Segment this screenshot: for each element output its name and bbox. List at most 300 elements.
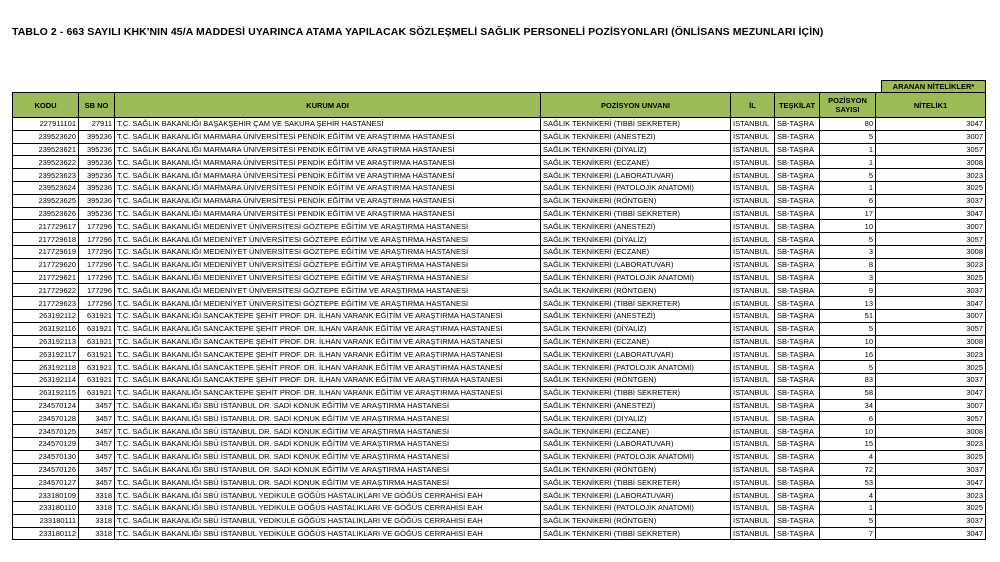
table-body bbox=[13, 118, 986, 540]
cell-pozisyon-sayisi: 10 bbox=[820, 425, 876, 438]
header-kurum-adi: KURUM ADI bbox=[115, 93, 541, 118]
cell-teskilat: SB-TAŞRA bbox=[775, 514, 820, 527]
cell-pozisyon-unvani: SAĞLIK TEKNİKERİ (TIBBİ SEKRETER) bbox=[541, 527, 731, 540]
cell-kurum-adi: T.C. SAĞLIK BAKANLIĞI MARMARA ÜNİVERSİTESİ PENDİK EĞİTİM VE ARAŞTIRMA HASTANESİ bbox=[115, 181, 541, 194]
cell-kurum-adi: T.C. SAĞLIK BAKANLIĞI SBÜ İSTANBUL YEDİKULE GÖĞÜS HASTALIKLARI VE GÖĞÜS CERRAHİSİ EAH bbox=[115, 489, 541, 502]
table-row bbox=[13, 412, 986, 425]
cell-il: İSTANBUL bbox=[731, 271, 775, 284]
cell-kodu: 263192117 bbox=[13, 348, 79, 361]
cell-nitelik1: 3008 bbox=[876, 335, 986, 348]
cell-sb-no: 395236 bbox=[79, 143, 115, 156]
cell-sb-no: 395236 bbox=[79, 181, 115, 194]
table-row bbox=[13, 156, 986, 169]
cell-nitelik1: 3025 bbox=[876, 501, 986, 514]
cell-teskilat: SB-TAŞRA bbox=[775, 437, 820, 450]
table-row bbox=[13, 233, 986, 246]
cell-il: İSTANBUL bbox=[731, 118, 775, 131]
cell-teskilat: SB-TAŞRA bbox=[775, 271, 820, 284]
cell-kodu: 263192115 bbox=[13, 386, 79, 399]
cell-pozisyon-sayisi: 5 bbox=[820, 361, 876, 374]
cell-il: İSTANBUL bbox=[731, 284, 775, 297]
cell-kodu: 239523621 bbox=[13, 143, 79, 156]
cell-kodu: 234570126 bbox=[13, 463, 79, 476]
cell-pozisyon-sayisi: 72 bbox=[820, 463, 876, 476]
header-nitelik1: NİTELİK1 bbox=[876, 93, 986, 118]
table-row bbox=[13, 361, 986, 374]
cell-nitelik1: 3023 bbox=[876, 489, 986, 502]
cell-pozisyon-sayisi: 1 bbox=[820, 143, 876, 156]
cell-kodu: 217729622 bbox=[13, 284, 79, 297]
header-pozisyon-unvani: POZİSYON UNVANI bbox=[541, 93, 731, 118]
table-header-row bbox=[13, 93, 986, 118]
cell-sb-no: 631921 bbox=[79, 348, 115, 361]
cell-teskilat: SB-TAŞRA bbox=[775, 233, 820, 246]
cell-sb-no: 395236 bbox=[79, 207, 115, 220]
cell-pozisyon-sayisi: 6 bbox=[820, 194, 876, 207]
cell-il: İSTANBUL bbox=[731, 425, 775, 438]
cell-pozisyon-unvani: SAĞLIK TEKNİKERİ (LABORATUVAR) bbox=[541, 258, 731, 271]
cell-sb-no: 177296 bbox=[79, 258, 115, 271]
cell-nitelik1: 3057 bbox=[876, 143, 986, 156]
cell-kodu: 263192114 bbox=[13, 373, 79, 386]
cell-pozisyon-unvani: SAĞLIK TEKNİKERİ (ANESTEZİ) bbox=[541, 130, 731, 143]
cell-pozisyon-unvani: SAĞLIK TEKNİKERİ (TIBBİ SEKRETER) bbox=[541, 297, 731, 310]
cell-sb-no: 3457 bbox=[79, 412, 115, 425]
cell-pozisyon-sayisi: 10 bbox=[820, 220, 876, 233]
cell-kurum-adi: T.C. SAĞLIK BAKANLIĞI MARMARA ÜNİVERSİTESİ PENDİK EĞİTİM VE ARAŞTIRMA HASTANESİ bbox=[115, 130, 541, 143]
cell-pozisyon-sayisi: 1 bbox=[820, 181, 876, 194]
cell-teskilat: SB-TAŞRA bbox=[775, 399, 820, 412]
cell-pozisyon-sayisi: 7 bbox=[820, 527, 876, 540]
cell-teskilat: SB-TAŞRA bbox=[775, 476, 820, 489]
cell-sb-no: 631921 bbox=[79, 322, 115, 335]
cell-kodu: 234570129 bbox=[13, 437, 79, 450]
cell-teskilat: SB-TAŞRA bbox=[775, 361, 820, 374]
cell-kurum-adi: T.C. SAĞLIK BAKANLIĞI MEDENİYET ÜNİVERSİTESİ GÖZTEPE EĞİTİM VE ARAŞTIRMA HASTANESİ bbox=[115, 271, 541, 284]
cell-kodu: 234570125 bbox=[13, 425, 79, 438]
cell-kodu: 217729621 bbox=[13, 271, 79, 284]
cell-kurum-adi: T.C. SAĞLIK BAKANLIĞI SBÜ İSTANBUL DR. SADİ KONUK EĞİTİM VE ARAŞTIRMA HASTANESİ bbox=[115, 412, 541, 425]
cell-kodu: 217729623 bbox=[13, 297, 79, 310]
cell-teskilat: SB-TAŞRA bbox=[775, 220, 820, 233]
table-row bbox=[13, 118, 986, 131]
table-row bbox=[13, 220, 986, 233]
cell-pozisyon-unvani: SAĞLIK TEKNİKERİ (RÖNTGEN) bbox=[541, 373, 731, 386]
cell-teskilat: SB-TAŞRA bbox=[775, 463, 820, 476]
cell-teskilat: SB-TAŞRA bbox=[775, 450, 820, 463]
cell-teskilat: SB-TAŞRA bbox=[775, 386, 820, 399]
cell-nitelik1: 3037 bbox=[876, 463, 986, 476]
cell-pozisyon-sayisi: 5 bbox=[820, 169, 876, 182]
cell-pozisyon-sayisi: 51 bbox=[820, 309, 876, 322]
cell-pozisyon-sayisi: 15 bbox=[820, 437, 876, 450]
cell-il: İSTANBUL bbox=[731, 463, 775, 476]
cell-kodu: 234570127 bbox=[13, 476, 79, 489]
cell-pozisyon-unvani: SAĞLIK TEKNİKERİ (ECZANE) bbox=[541, 335, 731, 348]
cell-teskilat: SB-TAŞRA bbox=[775, 284, 820, 297]
cell-pozisyon-unvani: SAĞLIK TEKNİKERİ (LABORATUVAR) bbox=[541, 169, 731, 182]
cell-kurum-adi: T.C. SAĞLIK BAKANLIĞI SANCAKTEPE ŞEHİT PROF. DR. İLHAN VARANK EĞİTİM VE ARAŞTIRMA HASTANESİ bbox=[115, 309, 541, 322]
cell-kodu: 239523624 bbox=[13, 181, 79, 194]
table-row bbox=[13, 143, 986, 156]
table-row bbox=[13, 181, 986, 194]
cell-teskilat: SB-TAŞRA bbox=[775, 527, 820, 540]
table-row bbox=[13, 284, 986, 297]
cell-kurum-adi: T.C. SAĞLIK BAKANLIĞI SANCAKTEPE ŞEHİT PROF. DR. İLHAN VARANK EĞİTİM VE ARAŞTIRMA HASTANESİ bbox=[115, 348, 541, 361]
cell-nitelik1: 3047 bbox=[876, 207, 986, 220]
cell-pozisyon-sayisi: 5 bbox=[820, 514, 876, 527]
cell-kurum-adi: T.C. SAĞLIK BAKANLIĞI MEDENİYET ÜNİVERSİTESİ GÖZTEPE EĞİTİM VE ARAŞTIRMA HASTANESİ bbox=[115, 233, 541, 246]
cell-pozisyon-sayisi: 5 bbox=[820, 130, 876, 143]
cell-il: İSTANBUL bbox=[731, 220, 775, 233]
table-row bbox=[13, 501, 986, 514]
cell-pozisyon-unvani: SAĞLIK TEKNİKERİ (RÖNTGEN) bbox=[541, 194, 731, 207]
cell-il: İSTANBUL bbox=[731, 361, 775, 374]
cell-nitelik1: 3047 bbox=[876, 476, 986, 489]
cell-kurum-adi: T.C. SAĞLIK BAKANLIĞI SBÜ İSTANBUL YEDİKULE GÖĞÜS HASTALIKLARI VE GÖĞÜS CERRAHİSİ EAH bbox=[115, 527, 541, 540]
cell-il: İSTANBUL bbox=[731, 297, 775, 310]
header-sb-no: SB NO bbox=[79, 93, 115, 118]
cell-nitelik1: 3023 bbox=[876, 437, 986, 450]
cell-nitelik1: 3057 bbox=[876, 412, 986, 425]
table-row bbox=[13, 169, 986, 182]
cell-teskilat: SB-TAŞRA bbox=[775, 335, 820, 348]
table-row bbox=[13, 335, 986, 348]
cell-sb-no: 3457 bbox=[79, 476, 115, 489]
cell-pozisyon-unvani: SAĞLIK TEKNİKERİ (TIBBİ SEKRETER) bbox=[541, 386, 731, 399]
cell-pozisyon-sayisi: 1 bbox=[820, 156, 876, 169]
cell-pozisyon-sayisi: 5 bbox=[820, 233, 876, 246]
cell-kurum-adi: T.C. SAĞLIK BAKANLIĞI MARMARA ÜNİVERSİTESİ PENDİK EĞİTİM VE ARAŞTIRMA HASTANESİ bbox=[115, 156, 541, 169]
cell-kurum-adi: T.C. SAĞLIK BAKANLIĞI SBÜ İSTANBUL DR. SADİ KONUK EĞİTİM VE ARAŞTIRMA HASTANESİ bbox=[115, 425, 541, 438]
cell-nitelik1: 3023 bbox=[876, 169, 986, 182]
cell-pozisyon-unvani: SAĞLIK TEKNİKERİ (PATOLOJİK ANATOMİ) bbox=[541, 501, 731, 514]
cell-pozisyon-unvani: SAĞLIK TEKNİKERİ (TIBBİ SEKRETER) bbox=[541, 476, 731, 489]
cell-nitelik1: 3007 bbox=[876, 309, 986, 322]
cell-il: İSTANBUL bbox=[731, 169, 775, 182]
cell-teskilat: SB-TAŞRA bbox=[775, 181, 820, 194]
cell-il: İSTANBUL bbox=[731, 501, 775, 514]
cell-il: İSTANBUL bbox=[731, 335, 775, 348]
cell-kurum-adi: T.C. SAĞLIK BAKANLIĞI MEDENİYET ÜNİVERSİTESİ GÖZTEPE EĞİTİM VE ARAŞTIRMA HASTANESİ bbox=[115, 297, 541, 310]
cell-kurum-adi: T.C. SAĞLIK BAKANLIĞI SBÜ İSTANBUL DR. SADİ KONUK EĞİTİM VE ARAŞTIRMA HASTANESİ bbox=[115, 437, 541, 450]
cell-il: İSTANBUL bbox=[731, 450, 775, 463]
cell-kodu: 239523625 bbox=[13, 194, 79, 207]
cell-nitelik1: 3037 bbox=[876, 514, 986, 527]
cell-pozisyon-unvani: SAĞLIK TEKNİKERİ (ANESTEZİ) bbox=[541, 309, 731, 322]
cell-nitelik1: 3025 bbox=[876, 181, 986, 194]
cell-sb-no: 3318 bbox=[79, 514, 115, 527]
cell-kurum-adi: T.C. SAĞLIK BAKANLIĞI MARMARA ÜNİVERSİTESİ PENDİK EĞİTİM VE ARAŞTIRMA HASTANESİ bbox=[115, 169, 541, 182]
cell-nitelik1: 3047 bbox=[876, 386, 986, 399]
cell-il: İSTANBUL bbox=[731, 130, 775, 143]
cell-kodu: 239523626 bbox=[13, 207, 79, 220]
cell-sb-no: 395236 bbox=[79, 156, 115, 169]
cell-pozisyon-unvani: SAĞLIK TEKNİKERİ (PATOLOJİK ANATOMİ) bbox=[541, 271, 731, 284]
cell-teskilat: SB-TAŞRA bbox=[775, 412, 820, 425]
cell-il: İSTANBUL bbox=[731, 437, 775, 450]
cell-kodu: 263192116 bbox=[13, 322, 79, 335]
cell-sb-no: 3457 bbox=[79, 399, 115, 412]
cell-sb-no: 177296 bbox=[79, 233, 115, 246]
cell-kodu: 263192118 bbox=[13, 361, 79, 374]
cell-sb-no: 177296 bbox=[79, 271, 115, 284]
cell-kodu: 239523623 bbox=[13, 169, 79, 182]
cell-sb-no: 631921 bbox=[79, 386, 115, 399]
table-row bbox=[13, 297, 986, 310]
cell-kurum-adi: T.C. SAĞLIK BAKANLIĞI SBÜ İSTANBUL DR. SADİ KONUK EĞİTİM VE ARAŞTIRMA HASTANESİ bbox=[115, 450, 541, 463]
cell-il: İSTANBUL bbox=[731, 476, 775, 489]
cell-nitelik1: 3025 bbox=[876, 271, 986, 284]
header-pozisyon-sayisi: POZİSYON SAYISI bbox=[820, 93, 876, 118]
cell-pozisyon-sayisi: 58 bbox=[820, 386, 876, 399]
cell-nitelik1: 3023 bbox=[876, 348, 986, 361]
cell-sb-no: 3318 bbox=[79, 527, 115, 540]
cell-kodu: 234570128 bbox=[13, 412, 79, 425]
cell-teskilat: SB-TAŞRA bbox=[775, 501, 820, 514]
cell-pozisyon-sayisi: 1 bbox=[820, 501, 876, 514]
table-row bbox=[13, 527, 986, 540]
cell-kurum-adi: T.C. SAĞLIK BAKANLIĞI MARMARA ÜNİVERSİTESİ PENDİK EĞİTİM VE ARAŞTIRMA HASTANESİ bbox=[115, 207, 541, 220]
cell-kodu: 227911101 bbox=[13, 118, 79, 131]
cell-kodu: 263192113 bbox=[13, 335, 79, 348]
cell-pozisyon-unvani: SAĞLIK TEKNİKERİ (TIBBİ SEKRETER) bbox=[541, 207, 731, 220]
cell-teskilat: SB-TAŞRA bbox=[775, 348, 820, 361]
cell-teskilat: SB-TAŞRA bbox=[775, 425, 820, 438]
header-kodu: KODU bbox=[13, 93, 79, 118]
cell-pozisyon-sayisi: 3 bbox=[820, 271, 876, 284]
cell-kodu: 217729620 bbox=[13, 258, 79, 271]
cell-teskilat: SB-TAŞRA bbox=[775, 258, 820, 271]
cell-teskilat: SB-TAŞRA bbox=[775, 245, 820, 258]
cell-pozisyon-unvani: SAĞLIK TEKNİKERİ (ECZANE) bbox=[541, 245, 731, 258]
cell-teskilat: SB-TAŞRA bbox=[775, 373, 820, 386]
cell-il: İSTANBUL bbox=[731, 386, 775, 399]
cell-kurum-adi: T.C. SAĞLIK BAKANLIĞI SBÜ İSTANBUL DR. SADİ KONUK EĞİTİM VE ARAŞTIRMA HASTANESİ bbox=[115, 476, 541, 489]
cell-pozisyon-sayisi: 4 bbox=[820, 489, 876, 502]
cell-pozisyon-sayisi: 13 bbox=[820, 297, 876, 310]
table-row bbox=[13, 386, 986, 399]
cell-kurum-adi: T.C. SAĞLIK BAKANLIĞI MEDENİYET ÜNİVERSİTESİ GÖZTEPE EĞİTİM VE ARAŞTIRMA HASTANESİ bbox=[115, 258, 541, 271]
cell-nitelik1: 3047 bbox=[876, 118, 986, 131]
table-row bbox=[13, 476, 986, 489]
cell-il: İSTANBUL bbox=[731, 373, 775, 386]
cell-il: İSTANBUL bbox=[731, 309, 775, 322]
cell-teskilat: SB-TAŞRA bbox=[775, 130, 820, 143]
cell-sb-no: 177296 bbox=[79, 284, 115, 297]
cell-pozisyon-unvani: SAĞLIK TEKNİKERİ (RÖNTGEN) bbox=[541, 514, 731, 527]
cell-pozisyon-sayisi: 16 bbox=[820, 348, 876, 361]
cell-nitelik1: 3008 bbox=[876, 425, 986, 438]
cell-sb-no: 3457 bbox=[79, 425, 115, 438]
cell-teskilat: SB-TAŞRA bbox=[775, 309, 820, 322]
cell-kodu: 239523622 bbox=[13, 156, 79, 169]
cell-il: İSTANBUL bbox=[731, 322, 775, 335]
table-row bbox=[13, 437, 986, 450]
cell-il: İSTANBUL bbox=[731, 527, 775, 540]
cell-kodu: 234570124 bbox=[13, 399, 79, 412]
cell-kodu: 263192112 bbox=[13, 309, 79, 322]
cell-sb-no: 395236 bbox=[79, 130, 115, 143]
cell-sb-no: 3457 bbox=[79, 450, 115, 463]
table-row bbox=[13, 271, 986, 284]
header-teskilat: TEŞKİLAT bbox=[775, 93, 820, 118]
cell-pozisyon-unvani: SAĞLIK TEKNİKERİ (DİYALİZ) bbox=[541, 233, 731, 246]
cell-pozisyon-unvani: SAĞLIK TEKNİKERİ (PATOLOJİK ANATOMİ) bbox=[541, 361, 731, 374]
table-row bbox=[13, 322, 986, 335]
cell-pozisyon-sayisi: 4 bbox=[820, 450, 876, 463]
cell-il: İSTANBUL bbox=[731, 156, 775, 169]
cell-pozisyon-unvani: SAĞLIK TEKNİKERİ (ECZANE) bbox=[541, 156, 731, 169]
cell-teskilat: SB-TAŞRA bbox=[775, 297, 820, 310]
cell-kurum-adi: T.C. SAĞLIK BAKANLIĞI SANCAKTEPE ŞEHİT PROF. DR. İLHAN VARANK EĞİTİM VE ARAŞTIRMA HASTANESİ bbox=[115, 373, 541, 386]
cell-il: İSTANBUL bbox=[731, 181, 775, 194]
cell-kurum-adi: T.C. SAĞLIK BAKANLIĞI MARMARA ÜNİVERSİTESİ PENDİK EĞİTİM VE ARAŞTIRMA HASTANESİ bbox=[115, 194, 541, 207]
cell-kodu: 233180110 bbox=[13, 501, 79, 514]
cell-pozisyon-sayisi: 53 bbox=[820, 476, 876, 489]
cell-teskilat: SB-TAŞRA bbox=[775, 118, 820, 131]
table-row bbox=[13, 194, 986, 207]
cell-sb-no: 3318 bbox=[79, 489, 115, 502]
cell-nitelik1: 3057 bbox=[876, 322, 986, 335]
cell-sb-no: 631921 bbox=[79, 373, 115, 386]
cell-teskilat: SB-TAŞRA bbox=[775, 489, 820, 502]
cell-il: İSTANBUL bbox=[731, 245, 775, 258]
cell-sb-no: 395236 bbox=[79, 194, 115, 207]
cell-pozisyon-unvani: SAĞLIK TEKNİKERİ (TIBBİ SEKRETER) bbox=[541, 118, 731, 131]
table-row bbox=[13, 258, 986, 271]
cell-il: İSTANBUL bbox=[731, 207, 775, 220]
cell-il: İSTANBUL bbox=[731, 258, 775, 271]
cell-il: İSTANBUL bbox=[731, 233, 775, 246]
cell-sb-no: 631921 bbox=[79, 309, 115, 322]
cell-kurum-adi: T.C. SAĞLIK BAKANLIĞI SANCAKTEPE ŞEHİT PROF. DR. İLHAN VARANK EĞİTİM VE ARAŞTIRMA HASTANESİ bbox=[115, 386, 541, 399]
cell-kurum-adi: T.C. SAĞLIK BAKANLIĞI MEDENİYET ÜNİVERSİTESİ GÖZTEPE EĞİTİM VE ARAŞTIRMA HASTANESİ bbox=[115, 284, 541, 297]
cell-pozisyon-sayisi: 80 bbox=[820, 118, 876, 131]
cell-sb-no: 177296 bbox=[79, 297, 115, 310]
cell-il: İSTANBUL bbox=[731, 348, 775, 361]
cell-nitelik1: 3008 bbox=[876, 245, 986, 258]
cell-kurum-adi: T.C. SAĞLIK BAKANLIĞI SANCAKTEPE ŞEHİT PROF. DR. İLHAN VARANK EĞİTİM VE ARAŞTIRMA HASTANESİ bbox=[115, 361, 541, 374]
cell-sb-no: 395236 bbox=[79, 169, 115, 182]
cell-pozisyon-unvani: SAĞLIK TEKNİKERİ (ANESTEZİ) bbox=[541, 399, 731, 412]
cell-teskilat: SB-TAŞRA bbox=[775, 207, 820, 220]
cell-pozisyon-sayisi: 3 bbox=[820, 245, 876, 258]
table-row bbox=[13, 245, 986, 258]
cell-sb-no: 631921 bbox=[79, 361, 115, 374]
cell-nitelik1: 3023 bbox=[876, 258, 986, 271]
cell-kodu: 233180112 bbox=[13, 527, 79, 540]
cell-pozisyon-unvani: SAĞLIK TEKNİKERİ (DİYALİZ) bbox=[541, 322, 731, 335]
cell-pozisyon-unvani: SAĞLIK TEKNİKERİ (RÖNTGEN) bbox=[541, 463, 731, 476]
cell-kodu: 233180111 bbox=[13, 514, 79, 527]
table-row bbox=[13, 450, 986, 463]
cell-pozisyon-unvani: SAĞLIK TEKNİKERİ (ANESTEZİ) bbox=[541, 220, 731, 233]
cell-sb-no: 3457 bbox=[79, 437, 115, 450]
cell-sb-no: 27911 bbox=[79, 118, 115, 131]
cell-pozisyon-unvani: SAĞLIK TEKNİKERİ (LABORATUVAR) bbox=[541, 489, 731, 502]
cell-sb-no: 177296 bbox=[79, 245, 115, 258]
cell-nitelik1: 3047 bbox=[876, 297, 986, 310]
cell-pozisyon-sayisi: 9 bbox=[820, 284, 876, 297]
cell-teskilat: SB-TAŞRA bbox=[775, 156, 820, 169]
cell-sb-no: 3318 bbox=[79, 501, 115, 514]
header-il: İL bbox=[731, 93, 775, 118]
cell-pozisyon-unvani: SAĞLIK TEKNİKERİ (LABORATUVAR) bbox=[541, 437, 731, 450]
cell-pozisyon-unvani: SAĞLIK TEKNİKERİ (DİYALİZ) bbox=[541, 143, 731, 156]
table-row bbox=[13, 348, 986, 361]
cell-pozisyon-sayisi: 34 bbox=[820, 399, 876, 412]
cell-kodu: 217729618 bbox=[13, 233, 79, 246]
cell-pozisyon-sayisi: 10 bbox=[820, 335, 876, 348]
cell-il: İSTANBUL bbox=[731, 489, 775, 502]
cell-pozisyon-sayisi: 17 bbox=[820, 207, 876, 220]
cell-kurum-adi: T.C. SAĞLIK BAKANLIĞI SBÜ İSTANBUL DR. SADİ KONUK EĞİTİM VE ARAŞTIRMA HASTANESİ bbox=[115, 399, 541, 412]
cell-nitelik1: 3025 bbox=[876, 361, 986, 374]
positions-table bbox=[12, 92, 986, 540]
cell-pozisyon-unvani: SAĞLIK TEKNİKERİ (PATOLOJİK ANATOMİ) bbox=[541, 450, 731, 463]
cell-kurum-adi: T.C. SAĞLIK BAKANLIĞI SBÜ İSTANBUL YEDİKULE GÖĞÜS HASTALIKLARI VE GÖĞÜS CERRAHİSİ EAH bbox=[115, 514, 541, 527]
cell-pozisyon-sayisi: 6 bbox=[820, 412, 876, 425]
cell-kodu: 233180109 bbox=[13, 489, 79, 502]
cell-kodu: 239523620 bbox=[13, 130, 79, 143]
cell-nitelik1: 3047 bbox=[876, 527, 986, 540]
cell-kurum-adi: T.C. SAĞLIK BAKANLIĞI SANCAKTEPE ŞEHİT PROF. DR. İLHAN VARANK EĞİTİM VE ARAŞTIRMA HASTANESİ bbox=[115, 322, 541, 335]
cell-kurum-adi: T.C. SAĞLIK BAKANLIĞI MARMARA ÜNİVERSİTESİ PENDİK EĞİTİM VE ARAŞTIRMA HASTANESİ bbox=[115, 143, 541, 156]
cell-nitelik1: 3037 bbox=[876, 373, 986, 386]
cell-pozisyon-unvani: SAĞLIK TEKNİKERİ (RÖNTGEN) bbox=[541, 284, 731, 297]
cell-nitelik1: 3025 bbox=[876, 450, 986, 463]
cell-kodu: 234570130 bbox=[13, 450, 79, 463]
table-row bbox=[13, 207, 986, 220]
cell-il: İSTANBUL bbox=[731, 514, 775, 527]
cell-kodu: 217729619 bbox=[13, 245, 79, 258]
cell-nitelik1: 3007 bbox=[876, 399, 986, 412]
aranan-nitelikler-header: ARANAN NİTELİKLER* bbox=[881, 80, 986, 93]
cell-il: İSTANBUL bbox=[731, 194, 775, 207]
cell-pozisyon-sayisi: 5 bbox=[820, 322, 876, 335]
cell-pozisyon-sayisi: 83 bbox=[820, 373, 876, 386]
document-title: TABLO 2 - 663 SAYILI KHK'NIN 45/A MADDESİ UYARINCA ATAMA YAPILACAK SÖZLEŞMELİ SAĞLIK PERSONELİ POZİSYONLARI (ÖNLİSANS MEZUNLARI İÇİN) bbox=[12, 26, 824, 38]
cell-sb-no: 177296 bbox=[79, 220, 115, 233]
cell-teskilat: SB-TAŞRA bbox=[775, 143, 820, 156]
cell-il: İSTANBUL bbox=[731, 143, 775, 156]
cell-teskilat: SB-TAŞRA bbox=[775, 169, 820, 182]
cell-kurum-adi: T.C. SAĞLIK BAKANLIĞI MEDENİYET ÜNİVERSİTESİ GÖZTEPE EĞİTİM VE ARAŞTIRMA HASTANESİ bbox=[115, 220, 541, 233]
cell-kurum-adi: T.C. SAĞLIK BAKANLIĞI SBÜ İSTANBUL DR. SADİ KONUK EĞİTİM VE ARAŞTIRMA HASTANESİ bbox=[115, 463, 541, 476]
cell-kurum-adi: T.C. SAĞLIK BAKANLIĞI MEDENİYET ÜNİVERSİTESİ GÖZTEPE EĞİTİM VE ARAŞTIRMA HASTANESİ bbox=[115, 245, 541, 258]
cell-il: İSTANBUL bbox=[731, 399, 775, 412]
cell-pozisyon-unvani: SAĞLIK TEKNİKERİ (ECZANE) bbox=[541, 425, 731, 438]
table-row bbox=[13, 399, 986, 412]
cell-sb-no: 3457 bbox=[79, 463, 115, 476]
cell-teskilat: SB-TAŞRA bbox=[775, 194, 820, 207]
cell-nitelik1: 3057 bbox=[876, 233, 986, 246]
table-row bbox=[13, 309, 986, 322]
cell-il: İSTANBUL bbox=[731, 412, 775, 425]
cell-nitelik1: 3037 bbox=[876, 284, 986, 297]
table-row bbox=[13, 373, 986, 386]
table-row bbox=[13, 463, 986, 476]
cell-pozisyon-unvani: SAĞLIK TEKNİKERİ (LABORATUVAR) bbox=[541, 348, 731, 361]
cell-nitelik1: 3007 bbox=[876, 130, 986, 143]
cell-kurum-adi: T.C. SAĞLIK BAKANLIĞI BAŞAKŞEHİR ÇAM VE SAKURA ŞEHİR HASTANESİ bbox=[115, 118, 541, 131]
table-row bbox=[13, 130, 986, 143]
table-row bbox=[13, 425, 986, 438]
cell-pozisyon-sayisi: 8 bbox=[820, 258, 876, 271]
cell-teskilat: SB-TAŞRA bbox=[775, 322, 820, 335]
cell-pozisyon-unvani: SAĞLIK TEKNİKERİ (PATOLOJİK ANATOMİ) bbox=[541, 181, 731, 194]
